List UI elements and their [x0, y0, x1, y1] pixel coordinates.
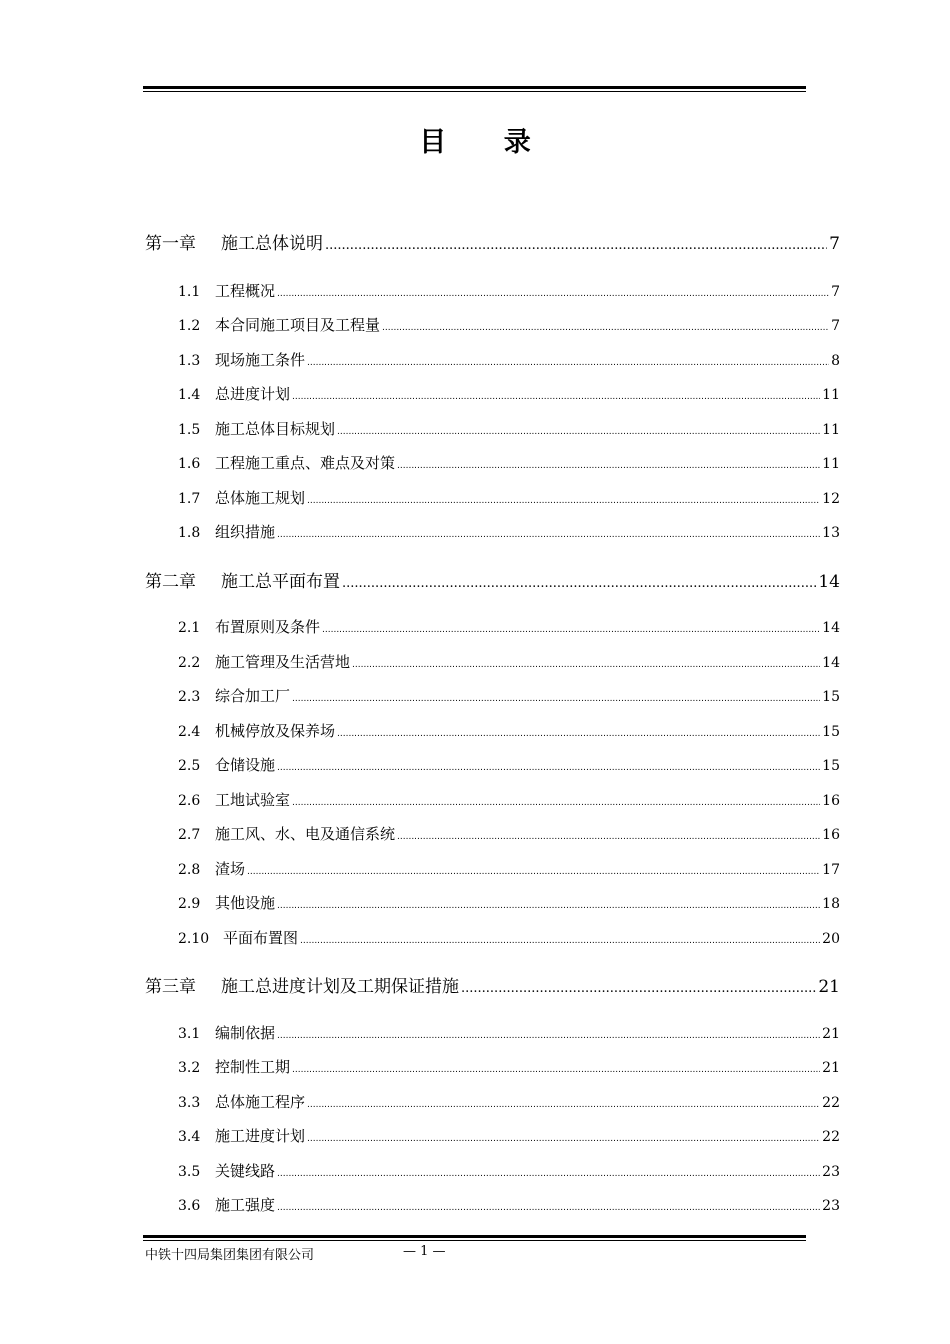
- toc-entry-title: 布置原则及条件: [215, 618, 321, 636]
- toc-entry-page-number: 21: [818, 977, 840, 997]
- toc-entry-title: 本合同施工项目及工程量: [215, 316, 381, 334]
- toc-entry-number: 1.1: [178, 284, 201, 300]
- toc-entry-number: 1.2: [178, 318, 201, 334]
- toc-dot-leader: [325, 238, 827, 253]
- toc-entry-title: 综合加工厂: [215, 687, 291, 705]
- toc-entry-page-number: 16: [822, 793, 840, 809]
- toc-entry-number: 3.4: [178, 1129, 201, 1145]
- toc-entry-number: 1.6: [178, 456, 201, 472]
- toc-entry-title: 施工风、水、电及通信系统: [215, 825, 396, 843]
- toc-section-entry[interactable]: [178, 892, 840, 913]
- toc-entry-title: 平面布置图: [223, 929, 299, 947]
- toc-entry-page-number: 23: [822, 1198, 840, 1214]
- toc-dot-leader: [397, 832, 820, 842]
- toc-entry-title: 控制性工期: [215, 1058, 291, 1076]
- toc-chapter-entry[interactable]: [145, 229, 840, 254]
- toc-entry-title: 总体施工规划: [215, 489, 306, 507]
- toc-entry-number: 1.4: [178, 387, 201, 403]
- toc-section-entry[interactable]: [178, 314, 840, 335]
- toc-entry-page-number: 14: [822, 620, 840, 636]
- toc-entry-title: 施工总体说明: [221, 234, 323, 254]
- toc-entry-title: 编制依据: [215, 1024, 276, 1042]
- toc-entry-page-number: 23: [822, 1164, 840, 1180]
- toc-section-entry[interactable]: [178, 383, 840, 404]
- toc-entry-page-number: 15: [822, 724, 840, 740]
- toc-entry-title: 机械停放及保养场: [215, 722, 336, 740]
- toc-dot-leader: [292, 1065, 820, 1075]
- toc-entry-number: 3.1: [178, 1026, 201, 1042]
- toc-section-entry[interactable]: [178, 720, 840, 741]
- toc-entry-page-number: 11: [822, 456, 840, 472]
- toc-entry-page-number: 11: [822, 422, 840, 438]
- toc-entry-number: 3.2: [178, 1060, 201, 1076]
- toc-entry-page-number: 21: [822, 1060, 840, 1076]
- toc-entry-page-number: 8: [831, 353, 840, 369]
- toc-entry-title: 施工强度: [215, 1196, 276, 1214]
- toc-dot-leader: [342, 576, 816, 591]
- footer-rule-thick: [143, 1235, 806, 1238]
- toc-chapter-entry[interactable]: [145, 972, 840, 997]
- toc-entry-title: 施工总体目标规划: [215, 420, 336, 438]
- toc-section-entry[interactable]: [178, 927, 840, 948]
- toc-entry-page-number: 22: [822, 1129, 840, 1145]
- toc-entry-number: 第二章: [145, 572, 196, 592]
- toc-entry-title: 施工总进度计划及工期保证措施: [221, 977, 459, 997]
- toc-entry-page-number: 7: [831, 318, 840, 334]
- footer-page-number: — 1 —: [403, 1244, 446, 1259]
- toc-dot-leader: [337, 427, 820, 437]
- toc-entry-number: 2.4: [178, 724, 201, 740]
- toc-entry-title: 组织措施: [215, 523, 276, 541]
- toc-dot-leader: [277, 1203, 820, 1213]
- toc-entry-number: 2.5: [178, 758, 201, 774]
- toc-entry-number: 2.2: [178, 655, 201, 671]
- toc-entry-title: 总进度计划: [215, 385, 291, 403]
- toc-section-entry[interactable]: [178, 1125, 840, 1146]
- toc-entry-title: 施工总平面布置: [221, 572, 340, 592]
- page-title: 目 录: [419, 127, 555, 158]
- toc-dot-leader: [277, 1031, 820, 1041]
- toc-section-entry[interactable]: [178, 616, 840, 637]
- toc-dot-leader: [292, 798, 820, 808]
- toc-entry-number: 1.3: [178, 353, 201, 369]
- toc-entry-title: 渣场: [215, 860, 246, 878]
- toc-section-entry[interactable]: [178, 1022, 840, 1043]
- toc-entry-page-number: 20: [822, 931, 840, 947]
- toc-dot-leader: [292, 392, 820, 402]
- footer-company-name: 中铁十四局集团集团有限公司: [145, 1248, 315, 1263]
- toc-section-entry[interactable]: [178, 823, 840, 844]
- toc-section-entry[interactable]: [178, 789, 840, 810]
- toc-dot-leader: [277, 763, 820, 773]
- toc-dot-leader: [307, 1100, 820, 1110]
- toc-dot-leader: [307, 496, 820, 506]
- toc-entry-page-number: 21: [822, 1026, 840, 1042]
- toc-entry-title: 施工进度计划: [215, 1127, 306, 1145]
- toc-dot-leader: [277, 901, 820, 911]
- toc-section-entry[interactable]: [178, 1194, 840, 1215]
- toc-section-entry[interactable]: [178, 452, 840, 473]
- toc-dot-leader: [277, 530, 820, 540]
- toc-entry-number: 1.7: [178, 491, 201, 507]
- toc-section-entry[interactable]: [178, 1160, 840, 1181]
- toc-entry-number: 2.9: [178, 896, 201, 912]
- toc-dot-leader: [382, 323, 829, 333]
- toc-section-entry[interactable]: [178, 1056, 840, 1077]
- toc-entry-title: 工地试验室: [215, 791, 291, 809]
- toc-section-entry[interactable]: [178, 280, 840, 301]
- toc-section-entry[interactable]: [178, 1091, 840, 1112]
- toc-entry-title: 总体施工程序: [215, 1093, 306, 1111]
- toc-entry-page-number: 14: [822, 655, 840, 671]
- toc-entry-title: 工程施工重点、难点及对策: [215, 454, 396, 472]
- toc-entry-page-number: 15: [822, 758, 840, 774]
- toc-entry-title: 施工管理及生活营地: [215, 653, 351, 671]
- toc-dot-leader: [247, 867, 820, 877]
- toc-dot-leader: [461, 981, 816, 996]
- toc-section-entry[interactable]: [178, 418, 840, 439]
- toc-section-entry[interactable]: [178, 858, 840, 879]
- toc-entry-number: 3.5: [178, 1164, 201, 1180]
- toc-entry-page-number: 11: [822, 387, 840, 403]
- toc-dot-leader: [300, 936, 820, 946]
- toc-section-entry[interactable]: [178, 685, 840, 706]
- toc-dot-leader: [397, 461, 820, 471]
- toc-section-entry[interactable]: [178, 651, 840, 672]
- toc-dot-leader: [307, 358, 829, 368]
- toc-entry-page-number: 7: [831, 284, 840, 300]
- toc-entry-page-number: 17: [822, 862, 840, 878]
- toc-entry-number: 2.6: [178, 793, 201, 809]
- toc-entry-page-number: 22: [822, 1095, 840, 1111]
- toc-dot-leader: [352, 660, 820, 670]
- toc-entry-title: 工程概况: [215, 282, 276, 300]
- toc-entry-page-number: 15: [822, 689, 840, 705]
- toc-entry-title: 现场施工条件: [215, 351, 306, 369]
- toc-entry-number: 2.3: [178, 689, 201, 705]
- toc-entry-page-number: 18: [822, 896, 840, 912]
- toc-entry-page-number: 16: [822, 827, 840, 843]
- toc-entry-number: 3.3: [178, 1095, 201, 1111]
- toc-dot-leader: [322, 625, 820, 635]
- toc-entry-number: 第三章: [145, 977, 196, 997]
- toc-section-entry[interactable]: [178, 349, 840, 370]
- toc-entry-page-number: 12: [822, 491, 840, 507]
- toc-entry-title: 关键线路: [215, 1162, 276, 1180]
- toc-entry-page-number: 13: [822, 525, 840, 541]
- toc-section-entry[interactable]: [178, 521, 840, 542]
- toc-dot-leader: [307, 1134, 820, 1144]
- toc-entry-number: 2.8: [178, 862, 201, 878]
- toc-entry-number: 2.10: [178, 931, 210, 947]
- toc-entry-title: 仓储设施: [215, 756, 276, 774]
- toc-entry-number: 3.6: [178, 1198, 201, 1214]
- toc-chapter-entry[interactable]: [145, 567, 840, 592]
- toc-entry-page-number: 14: [818, 572, 840, 592]
- toc-dot-leader: [337, 729, 820, 739]
- toc-entry-title: 其他设施: [215, 894, 276, 912]
- toc-entry-page-number: 7: [829, 234, 840, 254]
- footer-rule-thin: [143, 1240, 806, 1241]
- toc-dot-leader: [292, 694, 820, 704]
- toc-entry-number: 1.5: [178, 422, 201, 438]
- toc-entry-number: 2.7: [178, 827, 201, 843]
- toc-section-entry[interactable]: [178, 754, 840, 775]
- toc-section-entry[interactable]: [178, 487, 840, 508]
- toc-entry-number: 2.1: [178, 620, 201, 636]
- toc-entry-number: 1.8: [178, 525, 201, 541]
- toc-dot-leader: [277, 289, 829, 299]
- toc-dot-leader: [277, 1169, 820, 1179]
- toc-entry-number: 第一章: [145, 234, 196, 254]
